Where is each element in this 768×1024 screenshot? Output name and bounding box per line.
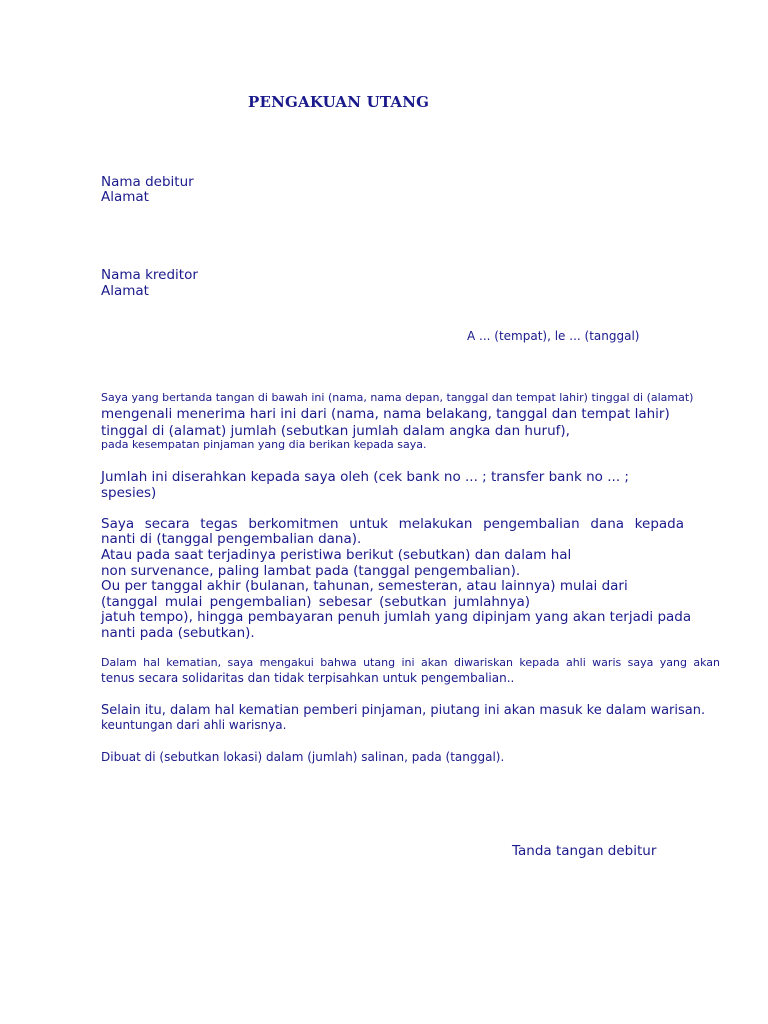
creditor-address-label: Alamat [101,283,149,299]
place-date: A ... (tempat), le ... (tanggal) [467,329,640,343]
para5-line: Selain itu, dalam hal kematian pemberi pinjaman, piutang ini akan masuk ke dalam warisan. [101,703,706,718]
para2-line: Jumlah ini diserahkan kepada saya oleh (cek bank no ... ; transfer bank no ... ; [101,469,629,485]
para4-line: Dalam hal kematian, saya mengakui bahwa utang ini akan diwariskan kepada ahli waris saya yang akan [101,656,720,669]
para1-line: Saya yang bertanda tangan di bawah ini (nama, nama depan, tanggal dan tempat lahir) tinggal di (alamat) [101,391,694,404]
para3-line: (tanggal mulai pengembalian) sebesar (sebutkan jumlahnya) [101,594,531,610]
para4-line: tenus secara solidaritas dan tidak terpisahkan untuk pengembalian.. [101,671,515,685]
para3-line: non survenance, paling lambat pada (tanggal pengembalian). [101,563,521,579]
para2-line: spesies) [101,485,157,501]
creditor-name-label: Nama kreditor [101,267,198,283]
para6-line: Dibuat di (sebutkan lokasi) dalam (jumlah) salinan, pada (tanggal). [101,750,505,764]
document-title: PENGAKUAN UTANG [248,93,430,111]
para1-line: tinggal di (alamat) jumlah (sebutkan jumlah dalam angka dan huruf), [101,423,570,439]
para3-line: nanti di (tanggal pengembalian dana). [101,531,362,547]
debtor-name-label: Nama debitur [101,174,194,190]
para3-line: nanti pada (sebutkan). [101,625,255,641]
para1-line: mengenali menerima hari ini dari (nama, nama belakang, tanggal dan tempat lahir) [101,406,670,422]
para5-line: keuntungan dari ahli warisnya. [101,718,287,732]
para3-line: Saya secara tegas berkomitmen untuk melakukan pengembalian dana kepada [101,516,684,532]
para3-line: jatuh tempo), hingga pembayaran penuh jumlah yang dipinjam yang akan terjadi pada [101,609,692,625]
signature-label: Tanda tangan debitur [512,843,657,859]
debtor-address-label: Alamat [101,189,149,205]
para3-line: Atau pada saat terjadinya peristiwa berikut (sebutkan) dan dalam hal [101,547,572,563]
para1-line: pada kesempatan pinjaman yang dia berikan kepada saya. [101,438,427,451]
para3-line: Ou per tanggal akhir (bulanan, tahunan, semesteran, atau lainnya) mulai dari [101,578,628,594]
